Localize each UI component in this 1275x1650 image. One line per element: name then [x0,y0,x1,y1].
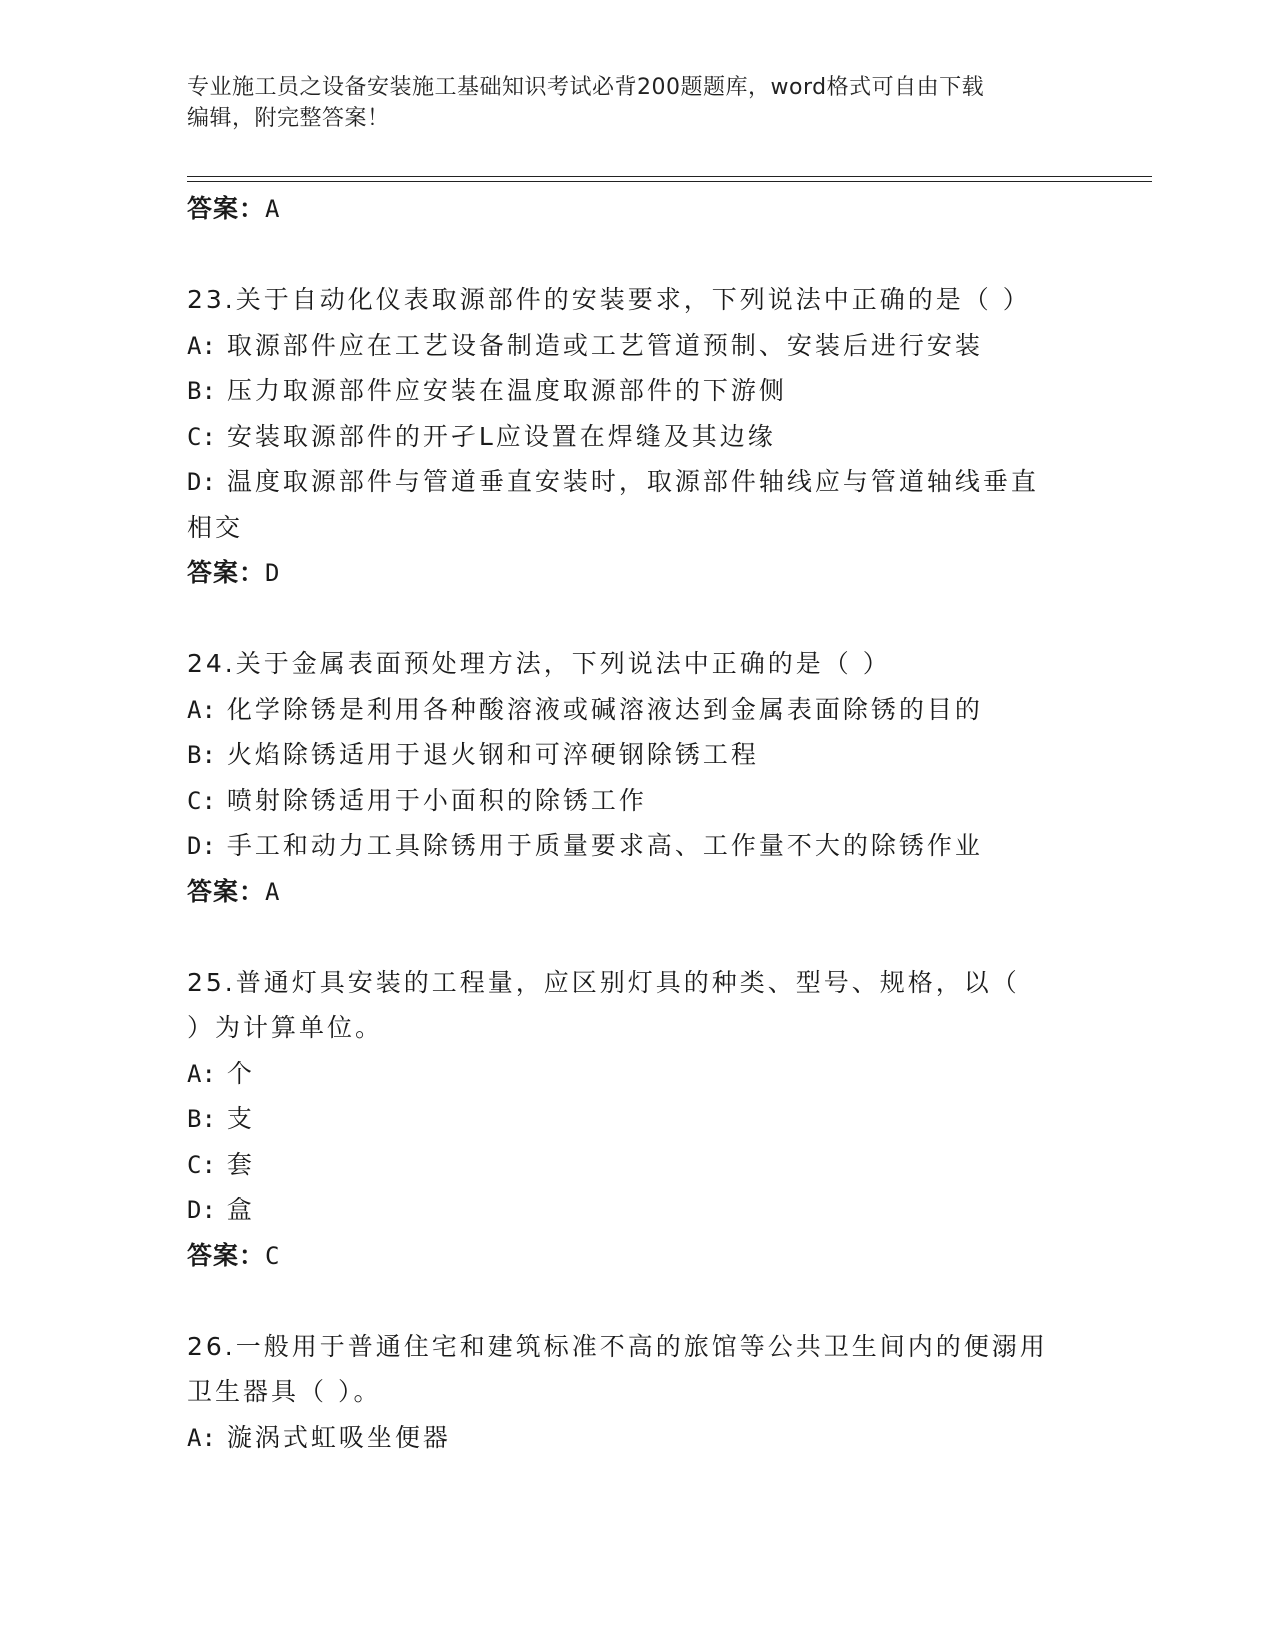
header-title-line-2: 编辑，附完整答案！ [187,106,390,131]
header-divider-bottom [187,181,1152,182]
answer-label: 答案： [187,558,266,587]
option-a [187,323,1087,369]
spacer [187,914,1087,960]
question-stem: 26.一般用于普通住宅和建筑标准不高的旅馆等公共卫生间内的便溺用 [187,1331,1048,1361]
option-a [187,1051,1087,1097]
option-letter: C: [187,786,216,815]
option-text: 相交 [187,512,244,542]
option-letter: C: [187,1150,216,1179]
question-block [187,641,1087,960]
option-letter: B: [187,377,216,405]
option-d [187,823,1087,869]
option-text: 个 [226,1058,255,1088]
question-stem: ）为计算单位。 [187,1013,384,1042]
option-c [187,1142,1087,1188]
question-block [187,960,1087,1324]
option-text: 套 [226,1149,255,1179]
option-a [187,1415,1087,1461]
question-list [187,186,1087,1460]
option-letter: B: [187,1105,216,1133]
option-text: 喷射除锈适用于小面积的除锈工作 [226,785,647,815]
option-letter: A: [187,695,216,724]
option-d [187,1187,1087,1233]
header-divider-top [187,176,1152,177]
spacer [187,232,1087,278]
question-stem: 卫生器具（ ）。 [187,1377,382,1406]
answer-line [187,186,1087,232]
answer-line [187,869,1087,915]
answer-label: 答案： [187,194,266,223]
answer-label: 答案： [187,1240,266,1270]
option-text: 温度取源部件与管道垂直安装时，取源部件轴线应与管道轴线垂直 [226,467,1039,496]
option-b [187,368,1087,414]
answer-line [187,1233,1087,1279]
question-stem: 23.关于自动化仪表取源部件的安装要求，下列说法中正确的是（ ） [187,285,1031,314]
answer-line [187,550,1087,596]
document-header [187,72,1067,134]
option-text: 手工和动力工具除锈用于质量要求高、工作量不大的除锈作业 [226,831,983,860]
option-text: 漩涡式虹吸坐便器 [226,1422,451,1452]
option-a [187,687,1087,733]
option-text: 压力取源部件应安装在温度取源部件的下游侧 [226,376,787,405]
option-d [187,459,1087,505]
answer-label: 答案： [187,876,266,906]
option-b [187,1096,1087,1142]
question-block [187,1324,1087,1461]
option-letter: D: [187,832,216,860]
option-text: 取源部件应在工艺设备制造或工艺管道预制、安装后进行安装 [226,330,983,360]
spacer [187,1278,1087,1324]
answer-value: C [265,1241,281,1270]
option-letter: B: [187,741,216,769]
option-c [187,414,1087,460]
option-text: 化学除锈是利用各种酸溶液或碱溶液达到金属表面除锈的目的 [226,694,983,724]
option-letter: D: [187,468,216,496]
option-letter: A: [187,1059,216,1088]
option-text: 安装取源部件的开孑L应设置在焊缝及其边缘 [226,421,776,451]
option-c [187,778,1087,824]
option-b [187,732,1087,778]
question-stem: 24.关于金属表面预处理方法，下列说法中正确的是（ ） [187,649,891,678]
option-text: 盒 [226,1195,255,1224]
option-d [187,505,1087,551]
answer-value: A [265,195,281,223]
option-text: 火焰除锈适用于退火钢和可淬硬钢除锈工程 [226,740,759,769]
answer-value: D [265,559,281,587]
option-letter: C: [187,422,216,451]
spacer [187,596,1087,642]
question-stem: 25.普通灯具安装的工程量，应区别灯具的种类、型号、规格，以（ [187,967,1020,997]
option-letter: A: [187,331,216,360]
answer-value: A [265,877,281,906]
option-letter: A: [187,1423,216,1452]
option-text: 支 [226,1104,255,1133]
option-letter: D: [187,1196,216,1224]
question-block [187,277,1087,641]
header-title-line-1: 专业施工员之设备安装施工基础知识考试必背200题题库，word格式可自由下载 [187,75,985,100]
